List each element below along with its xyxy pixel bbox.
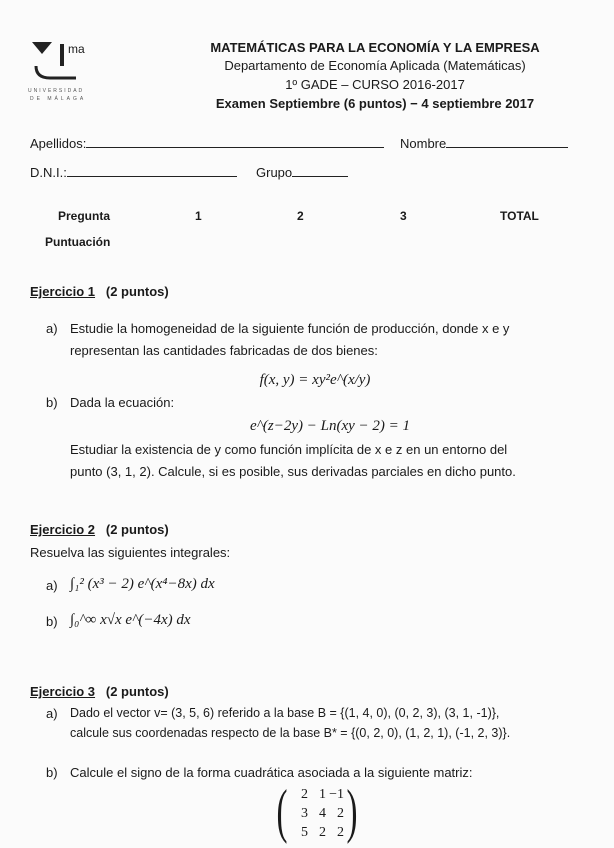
ex1-b-text-2: Estudiar la existencia de y como función implícita de x e z en un entorno del: [70, 442, 508, 457]
grupo-field: [256, 165, 348, 180]
exercise-1-heading: [30, 284, 169, 299]
exercise-2-heading: [30, 522, 169, 537]
exercise-1-points: (2 puntos): [105, 284, 169, 299]
nombre-label: Nombre: [400, 136, 447, 151]
ex1-b-text-3: punto (3, 1, 2). Calcule, si es posible, sus derivadas parciales en dicho punto.: [70, 464, 516, 479]
grupo-label: Grupo: [256, 165, 293, 180]
score-table-header-3: 3: [400, 209, 407, 223]
logo-superscript: ma: [68, 42, 85, 56]
ex1-a-text-1: Estudie la homogeneidad de la siguiente función de producción, donde x e y: [70, 321, 510, 336]
score-table-row-label: Puntuación: [45, 235, 111, 249]
ex1-b-label: b): [46, 395, 58, 410]
matrix-cell: 2: [337, 824, 344, 840]
exercise-1-title: Ejercicio 1: [30, 284, 96, 299]
ex2-a-formula: ∫₁² (x³ − 2) e^(x⁴−8x) dx: [70, 576, 215, 592]
score-table-header-2: 2: [297, 209, 304, 223]
university-logo: [28, 40, 148, 110]
ex1-a-label: a): [46, 321, 58, 336]
score-table-header-total: TOTAL: [500, 209, 539, 223]
department-name: Departamento de Economía Aplicada (Matemáticas): [224, 58, 526, 73]
ex3-a-text-1: Dado el vector v= (3, 5, 6) referido a la base B = {(1, 4, 0), (0, 2, 3), (3, 1, -1)},: [70, 706, 500, 720]
exercise-3-heading: [30, 684, 169, 699]
matrix-cell: 2: [301, 786, 308, 802]
nombre-field: [400, 136, 568, 151]
ex2-b-label: b): [46, 614, 58, 629]
matrix-cell: 2: [319, 824, 326, 840]
ex1-a-formula: f(x, y) = xy²e^(x/y): [259, 372, 371, 388]
ex2-intro: Resuelva las siguientes integrales:: [30, 545, 231, 560]
dni-field: [30, 165, 237, 180]
ex3-b-text: Calcule el signo de la forma cuadrática asociada a la siguiente matriz:: [70, 765, 473, 780]
matrix-cell: 4: [319, 805, 326, 821]
logo-text-1: UNIVERSIDAD: [28, 88, 85, 94]
exercise-2-points: (2 puntos): [105, 522, 169, 537]
exercise-2-title: Ejercicio 2: [30, 522, 96, 537]
matrix-cell: 1: [319, 786, 326, 802]
exercise-3-title: Ejercicio 3: [30, 684, 96, 699]
matrix-left-paren: (: [276, 778, 288, 844]
ex3-a-text-2: calcule sus coordenadas respecto de la base B* = {(0, 2, 0), (1, 2, 1), (-1, 2, 3)}.: [70, 726, 511, 740]
apellidos-field: [30, 136, 384, 151]
exercise-3-points: (2 puntos): [105, 684, 169, 699]
logo-text-2: DE MÁLAGA: [30, 96, 87, 102]
exam-subject-title: MATEMÁTICAS PARA LA ECONOMÍA Y LA EMPRESA: [210, 40, 540, 55]
ex2-a-label: a): [46, 578, 58, 593]
ex1-a-text-2: representan las cantidades fabricadas de dos bienes:: [70, 343, 378, 358]
ex3-b-label: b): [46, 765, 58, 780]
score-table-header-pregunta: Pregunta: [58, 209, 111, 223]
score-table-header-1: 1: [195, 209, 202, 223]
ex3-a-label: a): [46, 706, 58, 721]
ex1-b-formula: e^(z−2y) − Ln(xy − 2) = 1: [249, 418, 411, 434]
matrix-cell: 2: [337, 805, 344, 821]
dni-label: D.N.I.:: [30, 165, 67, 180]
matrix-cell: −1: [329, 786, 344, 802]
matrix-table: [290, 785, 344, 842]
course-name: 1º GADE – CURSO 2016-2017: [285, 77, 465, 92]
exam-title: Examen Septiembre (6 puntos) − 4 septiembre 2017: [215, 96, 535, 111]
ex2-b-formula: ∫₀^∞ x√x e^(−4x) dx: [70, 612, 191, 628]
ex3-matrix: [276, 778, 358, 845]
ex1-b-text: Dada la ecuación:: [70, 395, 175, 410]
matrix-cell: 5: [301, 824, 308, 840]
matrix-cell: 3: [301, 805, 308, 821]
matrix-right-paren: ): [346, 778, 358, 844]
apellidos-label: Apellidos:: [30, 136, 87, 151]
